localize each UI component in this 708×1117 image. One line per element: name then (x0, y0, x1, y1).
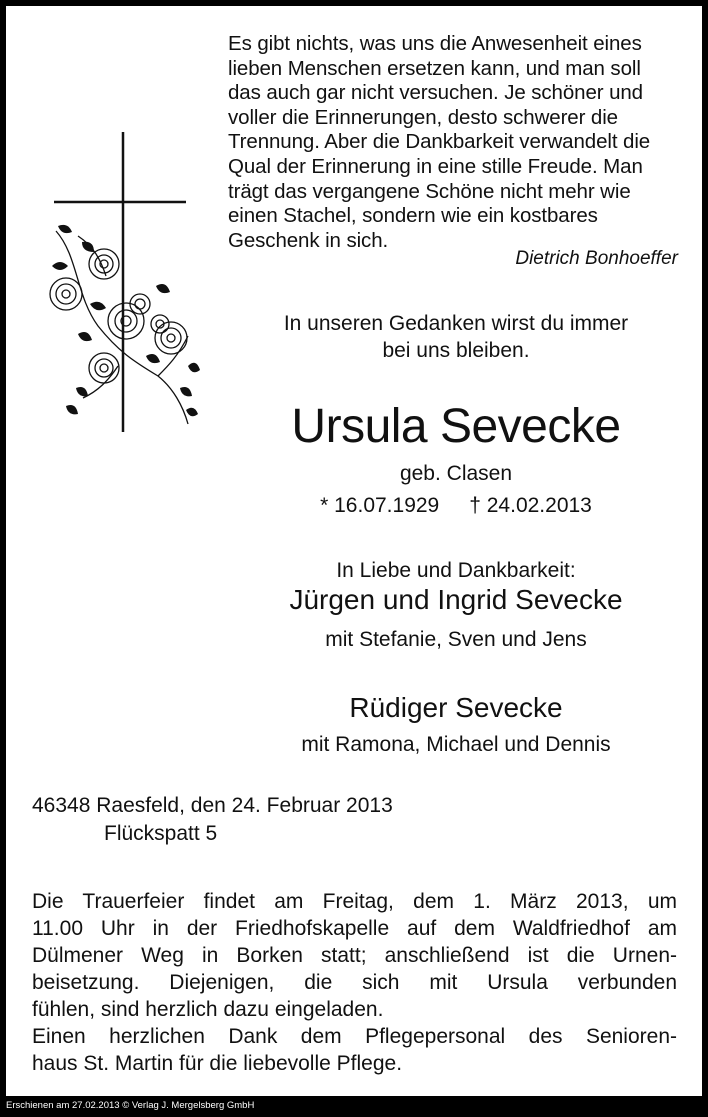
place-and-date: 46348 Raesfeld, den 24. Februar 2013 (32, 794, 393, 817)
funeral-line: fühlen, sind herzlich dazu eingeladen. (32, 998, 384, 1021)
quote-line: Qual der Erinnerung in eine stille Freude. Man (228, 154, 643, 178)
quote-line: das auch gar nicht versuchen. Je schöner und (228, 81, 643, 105)
maiden-name: geb. Clasen (399, 462, 513, 485)
funeral-line: beisetzung. Diejenigen, die sich mit Ursula verbunden (32, 971, 677, 994)
quote-line: lieben Menschen ersetzen kann, und man soll (228, 56, 641, 80)
street-address: Flückspatt 5 (104, 822, 218, 845)
thanks-line: haus St. Martin für die liebevolle Pflege. (32, 1052, 403, 1075)
funeral-line: 11.00 Uhr in der Friedhofskapelle auf dem Waldfriedhof am (32, 917, 677, 940)
mourners-intro: In Liebe und Dankbarkeit: (336, 559, 576, 582)
thanks-line: Einen herzlichen Dank dem Pflegepersonal des Senioren- (32, 1025, 677, 1048)
family-1-members: mit Stefanie, Sven und Jens (325, 628, 587, 651)
bonhoeffer-quote (228, 32, 683, 253)
publication-footer: Erschienen am 27.02.2013 © Verlag J. Mergelsberg GmbH (6, 1100, 255, 1111)
death-date: † 24.02.2013 (469, 494, 592, 517)
life-dates (206, 493, 706, 519)
quote-line: voller die Erinnerungen, desto schwerer die (228, 105, 618, 129)
quote-line: trägt das vergangene Schöne nicht mehr wie (228, 179, 631, 203)
deceased-name: Ursula Sevecke (291, 400, 621, 453)
quote-line: Es gibt nichts, was uns die Anwesenheit eines (228, 32, 642, 55)
remembrance-line-2: bei uns bleiben. (382, 339, 530, 362)
funeral-notice (32, 888, 677, 1077)
quote-line: einen Stachel, sondern wie ein kostbares (228, 204, 598, 228)
quote-line: Geschenk in sich. (228, 228, 389, 252)
obituary-page (6, 6, 702, 1096)
funeral-line: Die Trauerfeier findet am Freitag, dem 1. März 2013, um (32, 890, 677, 913)
family-2-members: mit Ramona, Michael und Dennis (301, 733, 611, 756)
family-2-name: Rüdiger Sevecke (349, 692, 563, 723)
family-1-name: Jürgen und Ingrid Sevecke (289, 584, 623, 615)
quote-line: Trennung. Aber die Dankbarkeit verwandelt die (228, 130, 651, 154)
cross-with-roses-icon (38, 126, 208, 436)
funeral-line: Dülmener Weg in Borken statt; anschließend ist die Urnen- (32, 944, 677, 967)
birth-date: * 16.07.1929 (320, 494, 440, 517)
quote-author: Dietrich Bonhoeffer (515, 248, 678, 269)
remembrance-line-1: In unseren Gedanken wirst du immer (283, 312, 629, 335)
